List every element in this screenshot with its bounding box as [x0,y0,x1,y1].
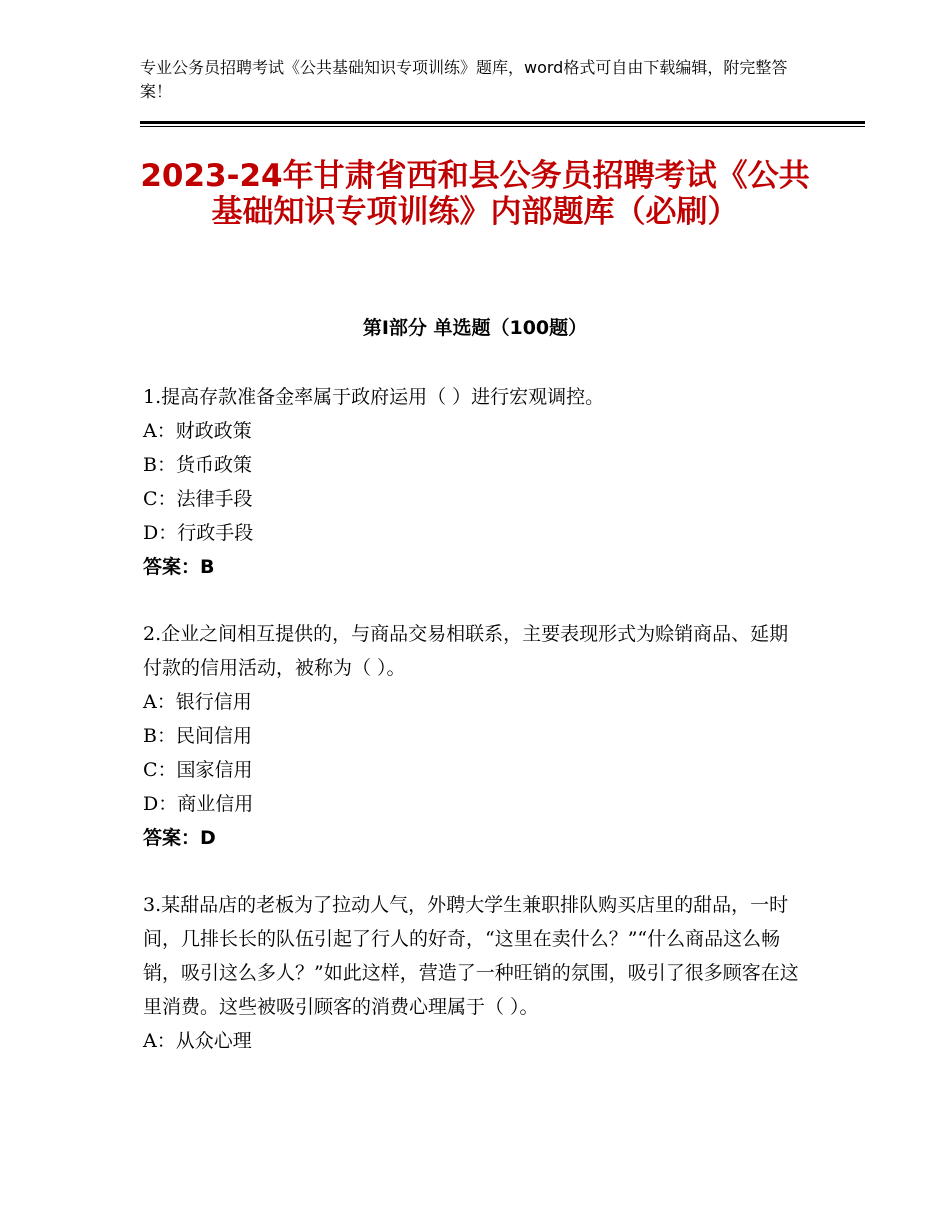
document-title: 2023-24年甘肃省西和县公务员招聘考试《公共基础知识专项训练》内部题库（必刷） [140,158,810,230]
question-1 [143,380,803,584]
option-c: C：法律手段 [143,488,253,510]
header-note: 专业公务员招聘考试《公共基础知识专项训练》题库，word格式可自由下载编辑，附完整答案！ [140,58,788,101]
question-list [143,380,803,1091]
option-d: D：商业信用 [143,793,254,815]
option-a: A：银行信用 [143,691,252,713]
header-rule-thin [140,126,865,127]
section-title: 第Ⅰ部分 单选题（100题） [362,317,588,339]
option-c: C：国家信用 [143,759,253,781]
option-d: D：行政手段 [143,522,254,544]
question-2 [143,617,803,855]
header-rule-thick [140,121,865,124]
option-b: B：民间信用 [143,725,252,747]
question-3 [143,888,803,1058]
question-stem: 3.某甜品店的老板为了拉动人气，外聘大学生兼职排队购买店里的甜品，一时间，几排长长的队伍引起了行人的好奇，“这里在卖什么？”“什么商品这么畅销，吸引这么多人？”如此这样，营造了一种旺销的氛围，吸引了很多顾客在这里消费。这些被吸引顾客的消费心理属于（ ）。 [143,894,799,1018]
question-stem: 1.提高存款准备金率属于政府运用（ ）进行宏观调控。 [143,386,605,408]
option-b: B：货币政策 [143,454,252,476]
option-a: A：财政政策 [143,420,252,442]
option-a: A：从众心理 [143,1030,252,1052]
answer: 答案：D [143,827,216,849]
question-stem: 2.企业之间相互提供的，与商品交易相联系，主要表现形式为赊销商品、延期付款的信用活动，被称为（ ）。 [143,623,789,679]
answer: 答案：B [143,556,215,578]
